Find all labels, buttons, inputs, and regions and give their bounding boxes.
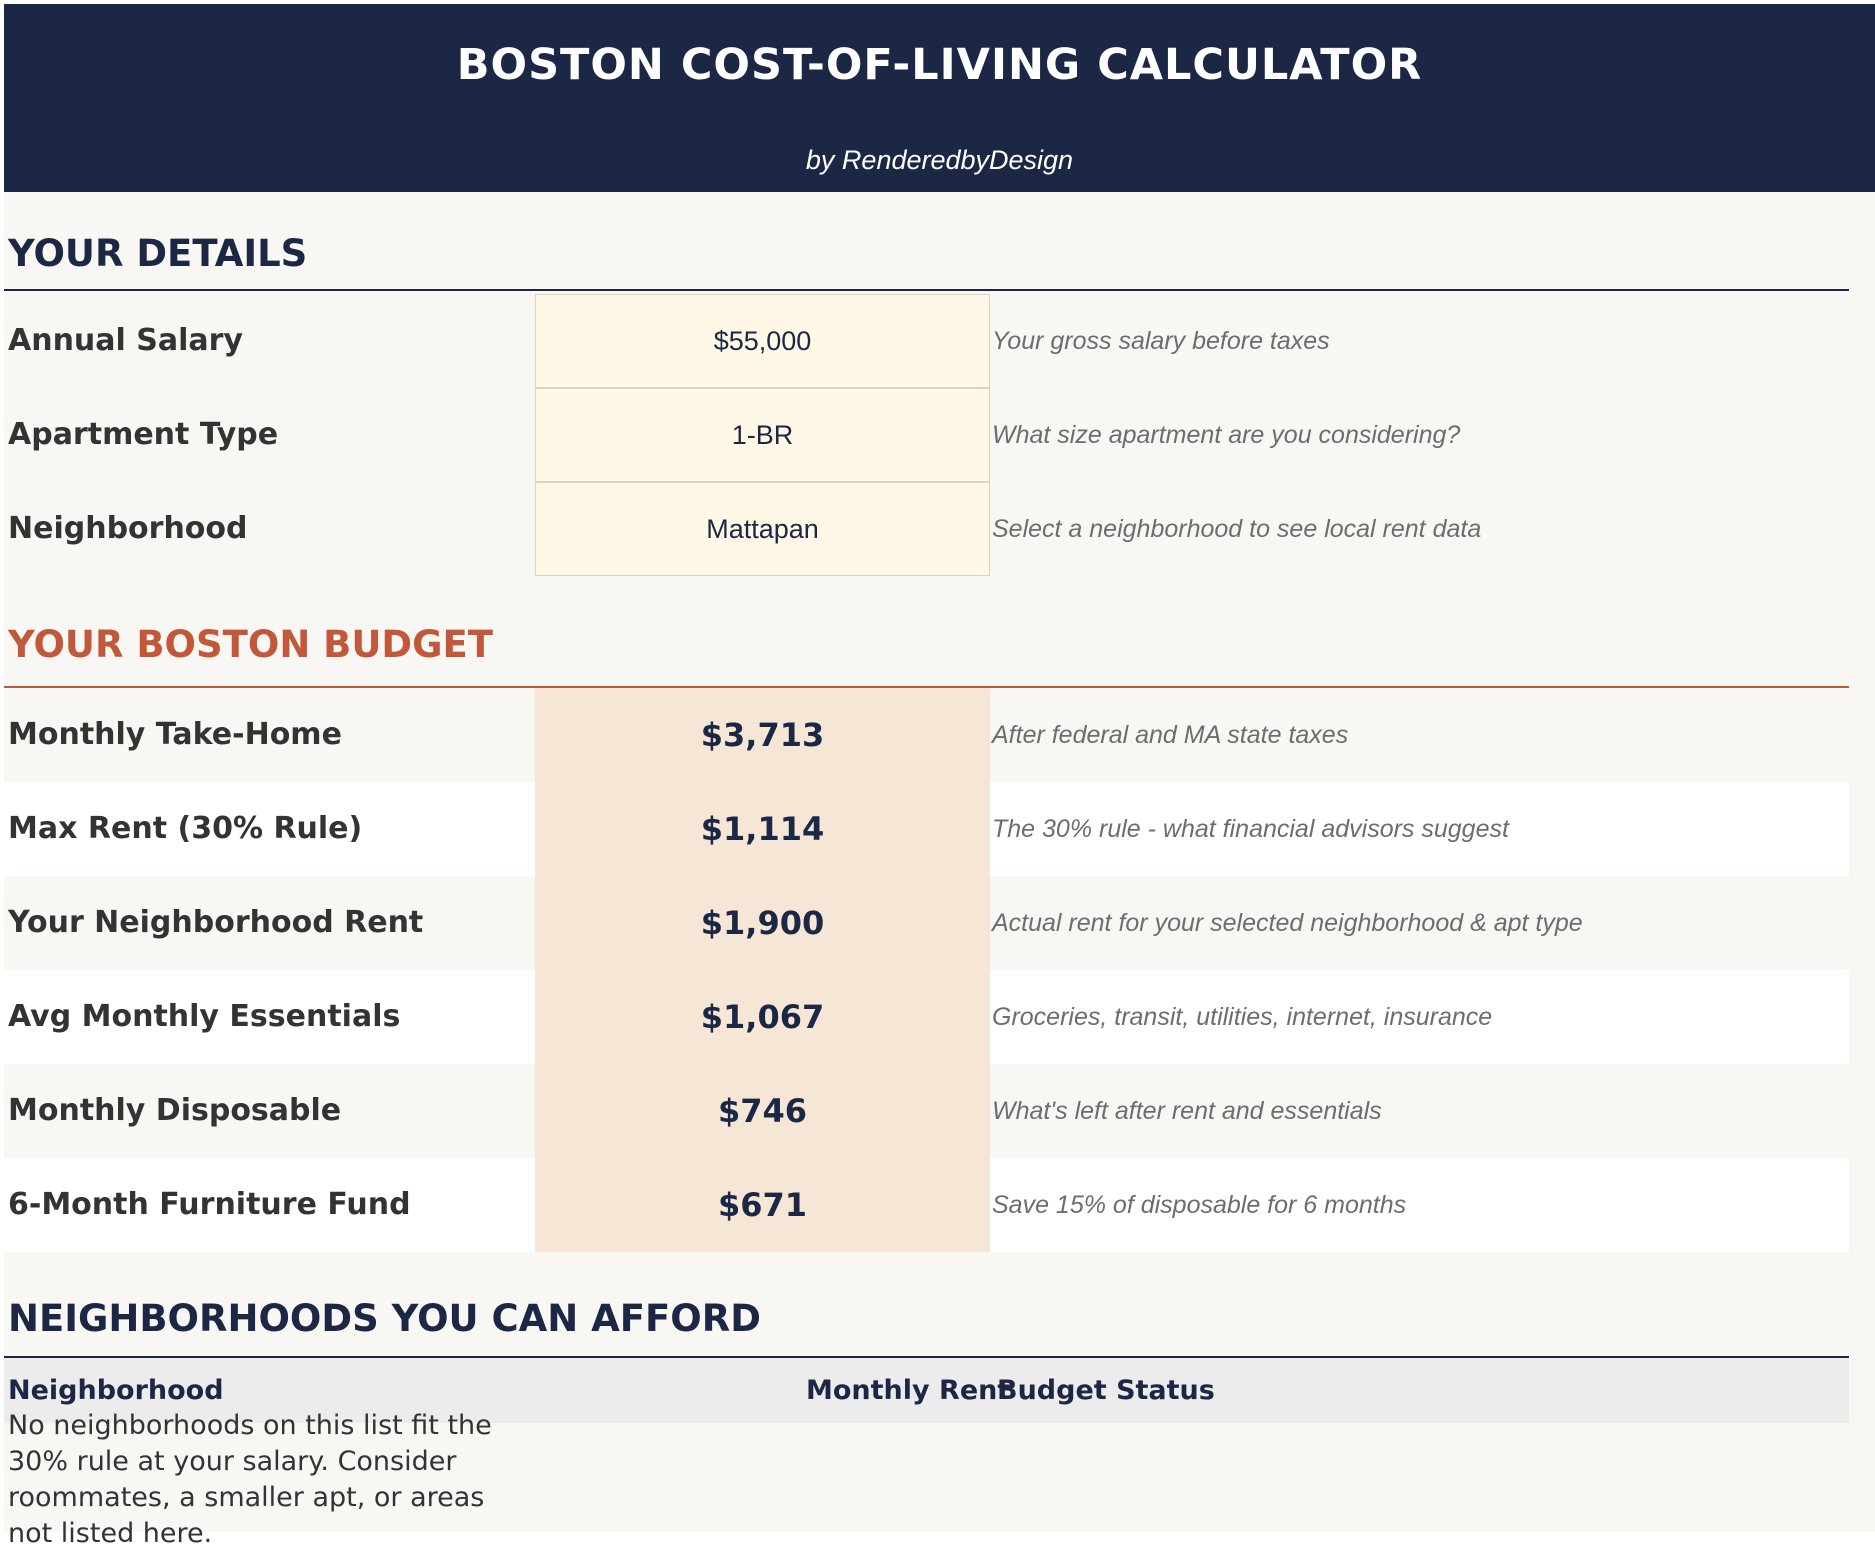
section-title-budget: YOUR BOSTON BUDGET	[8, 623, 494, 666]
row-note: Select a neighborhood to see local rent data	[992, 515, 1482, 543]
budget-value-disposable: $746	[717, 1092, 808, 1130]
section-title-details: YOUR DETAILS	[8, 232, 308, 275]
budget-label-disposable: Monthly Disposable	[8, 1093, 342, 1128]
page-subtitle: by RenderedbyDesign	[805, 145, 1074, 175]
page-title: BOSTON COST-OF-LIVING CALCULATOR	[456, 40, 1423, 90]
neighborhood-select[interactable]: Mattapan	[535, 482, 990, 576]
section-title-afford: NEIGHBORHOODS YOU CAN AFFORD	[8, 1297, 761, 1340]
row-label: Annual Salary	[8, 323, 243, 358]
apartment-type-select[interactable]: 1-BR	[535, 388, 990, 482]
afford-empty-message: No neighborhoods on this list fit the 30% rule at your salary. Consider roommates, a smaller apt, or areas not listed here.	[8, 1410, 492, 1549]
row-label: Apartment Type	[8, 417, 279, 452]
budget-note-furniture-fund: Save 15% of disposable for 6 months	[992, 1191, 1407, 1219]
budget-label-max-rent: Max Rent (30% Rule)	[8, 811, 363, 846]
budget-value-essentials: $1,067	[700, 998, 825, 1036]
budget-note-disposable: What's left after rent and essentials	[992, 1097, 1382, 1125]
row-note: Your gross salary before taxes	[992, 327, 1330, 355]
budget-label-take-home: Monthly Take-Home	[8, 717, 342, 752]
budget-value-max-rent: $1,114	[700, 810, 825, 848]
budget-label-neighborhood-rent: Your Neighborhood Rent	[8, 905, 424, 940]
spreadsheet-page	[4, 4, 1875, 1549]
budget-note-take-home: After federal and MA state taxes	[992, 721, 1349, 749]
row-label: Neighborhood	[8, 511, 248, 546]
section-divider	[4, 289, 1849, 291]
budget-note-neighborhood-rent: Actual rent for your selected neighborhood & apt type	[992, 909, 1583, 937]
budget-label-essentials: Avg Monthly Essentials	[8, 999, 401, 1034]
column-header-budget-status[interactable]: Budget Status	[997, 1375, 1215, 1406]
column-header-neighborhood[interactable]: Neighborhood	[8, 1375, 224, 1406]
budget-note-max-rent: The 30% rule - what financial advisors suggest	[992, 815, 1509, 843]
row-note: What size apartment are you considering?	[992, 421, 1461, 449]
afford-table-body	[4, 1410, 1849, 1549]
column-header-monthly-rent[interactable]: Monthly Rent	[806, 1375, 1011, 1406]
budget-value-take-home: $3,713	[700, 716, 825, 754]
budget-value-furniture-fund: $671	[717, 1186, 808, 1224]
budget-note-essentials: Groceries, transit, utilities, internet, insurance	[992, 1003, 1493, 1031]
header-banner	[4, 4, 1875, 192]
budget-label-furniture-fund: 6-Month Furniture Fund	[8, 1187, 411, 1222]
salary-input[interactable]: $55,000	[535, 294, 990, 388]
budget-value-neighborhood-rent: $1,900	[700, 904, 825, 942]
